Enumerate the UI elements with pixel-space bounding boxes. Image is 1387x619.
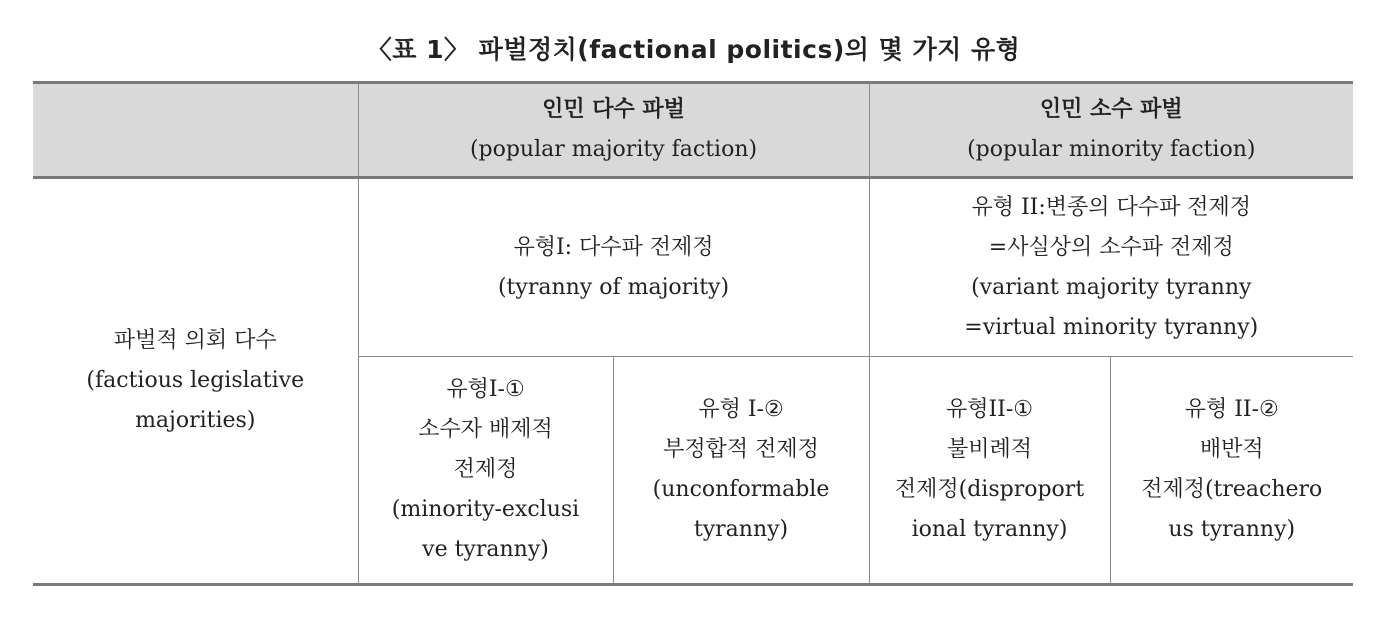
row-label-english-2: majorities): [135, 408, 256, 433]
header-row: [33, 83, 1353, 178]
row-label-english-1: (factious legislative: [86, 368, 305, 393]
type2-1-korean: 불비례적: [947, 437, 1033, 462]
type1-1-english-1: (minority-exclusi: [391, 497, 580, 522]
type2-1-label: 유형II-①: [945, 397, 1034, 422]
table-caption: 〈표 1〉 파벌정치(factional politics)의 몇 가지 유형: [366, 35, 1021, 64]
header-corner-cell: [33, 83, 358, 178]
faction-types-table: [33, 81, 1353, 586]
type1-korean: 유형I: 다수파 전제정: [513, 234, 714, 260]
body-row-top: [33, 178, 1353, 357]
type2-2-mixed-2: us tyranny): [1168, 517, 1296, 542]
type1-1-label: 유형I-①: [446, 377, 525, 402]
type1-1-english-2: ve tyranny): [422, 537, 549, 562]
type1-1-korean-2: 전제정: [453, 457, 518, 482]
type1-1-korean-1: 소수자 배제적: [418, 417, 553, 442]
type2-english-2: =virtual minority tyranny): [964, 314, 1259, 340]
type2-2-korean: 배반적: [1199, 437, 1264, 462]
type2-2-cell: [1110, 357, 1353, 585]
type1-2-english-1: (unconformable: [652, 477, 830, 502]
header-majority-korean: 인민 다수 파벌: [542, 97, 685, 122]
type2-2-mixed-1: 전제정(treachero: [1141, 477, 1323, 502]
type1-cell: [358, 178, 869, 357]
type2-english-1: (variant majority tyranny: [971, 274, 1252, 300]
type1-english: (tyranny of majority): [497, 274, 730, 300]
header-majority-cell: [358, 83, 869, 178]
type2-korean-2: =사실상의 소수파 전제정: [988, 234, 1234, 260]
header-minority-english: (popular minority faction): [967, 137, 1256, 162]
type1-2-cell: [613, 357, 869, 585]
type2-korean-1: 유형 II:변종의 다수파 전제정: [971, 194, 1252, 220]
type1-2-english-2: tyranny): [693, 517, 789, 542]
type2-1-mixed-1: 전제정(disproport: [894, 477, 1085, 502]
header-minority-cell: [869, 83, 1353, 178]
header-minority-korean: 인민 소수 파벌: [1039, 97, 1183, 122]
type2-1-mixed-2: ional tyranny): [911, 517, 1068, 542]
row-label-korean: 파벌적 의회 다수: [113, 328, 277, 353]
type1-2-korean: 부정합적 전제정: [663, 437, 819, 462]
type2-2-label: 유형 II-②: [1184, 397, 1279, 422]
header-majority-english: (popular majority faction): [469, 137, 758, 162]
type2-1-cell: [869, 357, 1110, 585]
type1-2-label: 유형 I-②: [698, 397, 784, 422]
type1-1-cell: [358, 357, 613, 585]
type2-cell: [869, 178, 1353, 357]
row-label-cell: [33, 178, 358, 585]
